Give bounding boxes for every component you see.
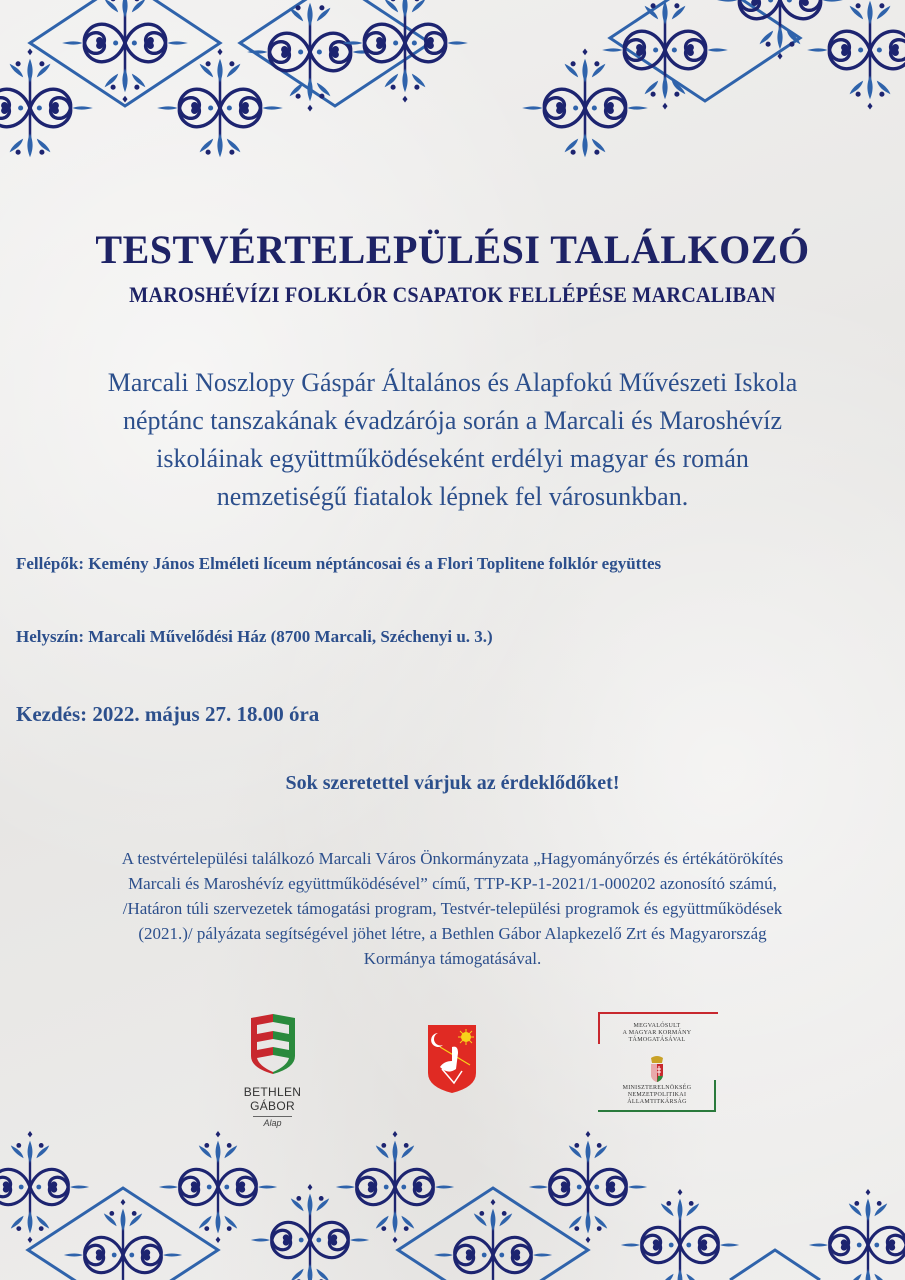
- funding-line: /Határon túli szervezetek támogatási program, Testvér-települési programok és együttműködések: [122, 899, 783, 918]
- funding-paragraph: [0, 846, 905, 971]
- start-time-line: Kezdés: 2022. május 27. 18.00 óra: [16, 702, 320, 726]
- intro-line: Marcali Noszlopy Gáspár Általános és Alapfokú Művészeti Iskola: [107, 368, 798, 397]
- intro-paragraph: [0, 364, 905, 516]
- bethlen-shield-icon: [247, 1012, 299, 1076]
- intro-line: iskoláinak együttműködéseként erdélyi magyar és román: [156, 444, 749, 473]
- hungarian-crest-icon: [649, 1056, 665, 1082]
- gov-bottom-text: MINISZTERELNÖKSÉG NEMZETPOLITIKAI ÁLLAMTITKÁRSÁG: [622, 1085, 692, 1105]
- bethlen-logo-sub: Alap: [253, 1116, 291, 1128]
- intro-line: nemzetiségű fiatalok lépnek fel városunkban.: [216, 482, 689, 511]
- intro-line: néptánc tanszakának évadzárója során a Marcali és Maroshévíz: [122, 406, 783, 435]
- bottom-ornamental-border: [0, 1130, 905, 1280]
- marcali-coat-of-arms-icon: [428, 1025, 476, 1093]
- bethlen-logo-name: BETHLEN GÁBOR: [243, 1085, 302, 1113]
- poster-subtitle: MAROSHÉVÍZI FOLKLÓR CSAPATOK FELLÉPÉSE MARCALIBAN: [129, 282, 776, 307]
- government-support-logo: [598, 1012, 716, 1112]
- funding-line: Kormánya támogatásával.: [363, 949, 542, 968]
- venue-line: Helyszín: Marcali Művelődési Ház (8700 Marcali, Széchenyi u. 3.): [16, 627, 493, 646]
- poster-title: TESTVÉRTELEPÜLÉSI TALÁLKOZÓ: [95, 227, 810, 272]
- performers-line: Fellépők: Kemény János Elméleti líceum néptáncosai és a Flori Toplitene folklór együttes: [16, 554, 662, 573]
- top-ornamental-border: [0, 0, 905, 160]
- welcome-line: Sok szeretettel várjuk az érdeklődőket!: [285, 772, 620, 794]
- bethlen-gabor-logo: [225, 1012, 320, 1128]
- funding-line: A testvértelepülési találkozó Marcali Város Önkormányzata „Hagyományőrzés és értékátörökítés: [121, 849, 784, 868]
- funding-line: Marcali és Maroshévíz együttműködésével” című, TTP-KP-1-2021/1-000202 azonosító számú,: [128, 874, 777, 893]
- gov-top-text: MEGVALÓSULT A MAGYAR KORMÁNY TÁMOGATÁSÁVAL: [622, 1023, 692, 1043]
- funding-line: (2021.)/ pályázata segítségével jöhet létre, a Bethlen Gábor Alapkezelő Zrt és Magyarország: [138, 924, 767, 943]
